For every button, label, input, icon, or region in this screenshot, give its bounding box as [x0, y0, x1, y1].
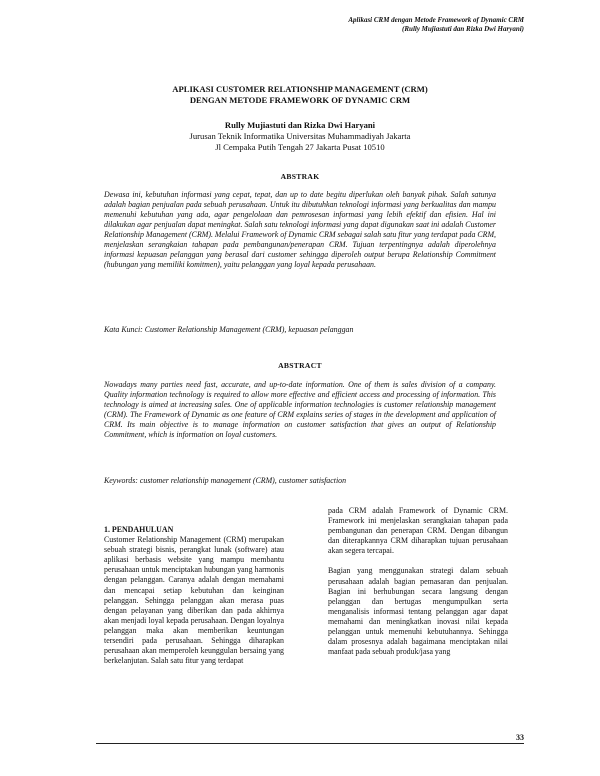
footer-rule	[96, 743, 524, 744]
author-names: Rully Mujiastuti dan Rizka Dwi Haryani	[224, 120, 376, 130]
abstract-heading: ABSTRACT	[278, 361, 322, 370]
left-column	[104, 525, 284, 666]
right-column-paragraph-2: Bagian yang menggunakan strategi dalam sebuah perusahaan adalah bagian pemasaran dan penjualan. Bagian ini berhubungan secara langsung dengan pelanggan dan bertugas mengumpulkan serta menganalisis informasi tentang pelanggan agar dapat memahami dan meningkatkan inovasi nilai kepada pelanggan untuk memenuhi kebutuhannya. Sehingga dalam prosesnya adalah bagaimana menciptakan nilai manfaat pada sebuah produk/jasa yang	[328, 566, 508, 657]
abstract-keywords: Keywords: customer relationship management (CRM), customer satisfaction	[104, 476, 347, 485]
author-block	[110, 120, 490, 153]
running-head	[264, 16, 524, 34]
left-column-paragraph: Customer Relationship Management (CRM) merupakan sebuah strategi bisnis, perangkat lunak (software) atau aplikasi berbasis website yang mampu membantu perusahaan untuk menciptakan hubungan yang harmonis dengan pelanggan. Caranya adalah dengan memahami dan mencapai setiap kebutuhan dan keinginan pelanggan. Sehingga pelanggan akan merasa puas dengan pelayanan yang diberikan dan pada akhirnya akan menjadi loyal kepada perusahaan. Dengan loyalnya pelanggan maka akan memberikan keuntungan tersendiri pada perusahaan. Sehingga diharapkan perusahaan akan memperoleh keunggulan bersaing yang berkelanjutan. Salah satu fitur yang terdapat	[104, 535, 284, 666]
title-line-2: DENGAN METODE FRAMEWORK OF DYNAMIC CRM	[189, 95, 411, 105]
right-column	[328, 506, 508, 657]
author-affiliation: Jurusan Teknik Informatika Universitas Muhammadiyah Jakarta	[189, 131, 411, 141]
running-head-line-1: Aplikasi CRM dengan Metode Framework of Dynamic CRM	[348, 16, 524, 24]
right-column-paragraph-1: pada CRM adalah Framework of Dynamic CRM. Framework ini menjelaskan serangkaian tahapan pada pembangunan dan penerapan CRM. Dengan dibangun dan diterapkannya CRM diharapkan tujuan perusahaan akan segera tercapai.	[328, 506, 508, 556]
abstrak-heading: ABSTRAK	[280, 172, 320, 181]
section-heading: 1. PENDAHULUAN	[104, 525, 174, 534]
paper-title	[110, 84, 490, 106]
author-address: Jl Cempaka Putih Tengah 27 Jakarta Pusat 10510	[215, 142, 385, 152]
title-line-1: APLIKASI CUSTOMER RELATIONSHIP MANAGEMENT (CRM)	[172, 84, 428, 94]
abstrak-text: Dewasa ini, kebutuhan informasi yang cepat, tepat, dan up to date begitu diperlukan oleh banyak pihak. Salah satunya adalah bagian penjualan pada sebuah perusahaan. Untuk itu dibutuhkan teknologi informasi yang berkualitas dan mampu memenuhi kebutuhan yang ada, agar pengelolaan dan pemrosesan informasi yang lebih efektif dan efisien. Hal ini dilakukan agar penjualan dapat meningkat. Salah satu teknologi informasi yang dapat digunakan saat ini adalah Customer Relationship Management (CRM). Melalui Framework of Dynamic CRM sebagai salah satu fitur yang terdapat pada CRM, menjelaskan serangkaian tahapan pada pembangunan/penerapan CRM. Tujuan terpentingnya adalah diperolehnya informasi kepuasan pelanggan yang berasal dari customer sehingga diperoleh output berupa Relationship Commitment (hubungan yang memiliki komitmen), yaitu pelanggan yang loyal kepada perusahaan.	[104, 190, 496, 269]
abstract-text: Nowadays many parties need fast, accurate, and up-to-date information. One of them is sales division of a company. Quality information technology is required to allow more effective and efficient access and processing of information. This technology is aimed at increasing sales. One of applicable information technologies is customer relationship management (CRM). The Framework of Dynamic as one feature of CRM explains series of stages in the development and application of CRM. Its main objective is to manage information on customer satisfaction that gives an output of Relationship Commitment, which is information on loyal customers.	[104, 380, 496, 439]
page-number: 33	[516, 733, 524, 742]
abstrak-keywords: Kata Kunci: Customer Relationship Management (CRM), kepuasan pelanggan	[104, 325, 354, 334]
running-head-line-2: (Rully Mujiastuti dan Rizka Dwi Haryani)	[402, 25, 524, 33]
